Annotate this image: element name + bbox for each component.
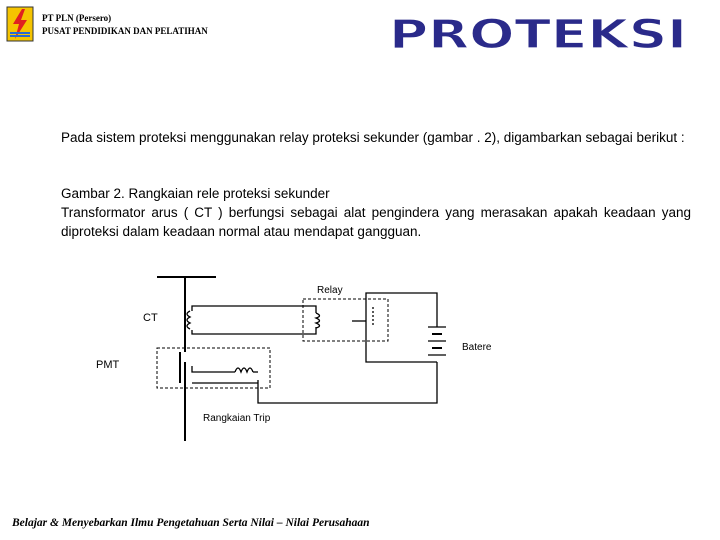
ct-label: CT bbox=[143, 312, 158, 324]
caption-description: Transformator arus ( CT ) berfungsi sebagai alat pengindera yang merasakan apakah keadaan yang diproteksi dalam keadaan normal atau mendapat gangguan. bbox=[61, 205, 691, 239]
trip-circuit-label: Rangkaian Trip bbox=[203, 413, 271, 424]
ct-coil-icon bbox=[187, 311, 190, 329]
banner-text: PROTEKSI bbox=[389, 12, 687, 54]
battery-icon bbox=[428, 327, 446, 355]
intro-paragraph: Pada sistem proteksi menggunakan relay proteksi sekunder (gambar . 2), digambarkan sebagai berikut : bbox=[61, 130, 685, 145]
caption-title: Gambar 2. Rangkaian rele proteksi sekunder bbox=[61, 186, 330, 201]
footer-tagline: Belajar & Menyebarkan Ilmu Pengetahuan Serta Nilai – Nilai Perusahaan bbox=[12, 517, 370, 529]
relay-box bbox=[303, 299, 388, 341]
org-line-1: PT PLN (Persero) bbox=[42, 13, 112, 23]
trip-coil-icon bbox=[235, 368, 253, 372]
pmt-box bbox=[157, 348, 270, 388]
ct-secondary-loop bbox=[192, 306, 316, 313]
org-line-2: PUSAT PENDIDIKAN DAN PELATIHAN bbox=[42, 26, 208, 36]
relay-coil-icon bbox=[316, 313, 320, 328]
trip-wire-top bbox=[366, 293, 437, 327]
relay-label: Relay bbox=[317, 285, 343, 296]
pmt-label: PMT bbox=[96, 359, 120, 371]
batere-label: Batere bbox=[462, 342, 492, 353]
trip-wire-bottom bbox=[258, 362, 437, 403]
